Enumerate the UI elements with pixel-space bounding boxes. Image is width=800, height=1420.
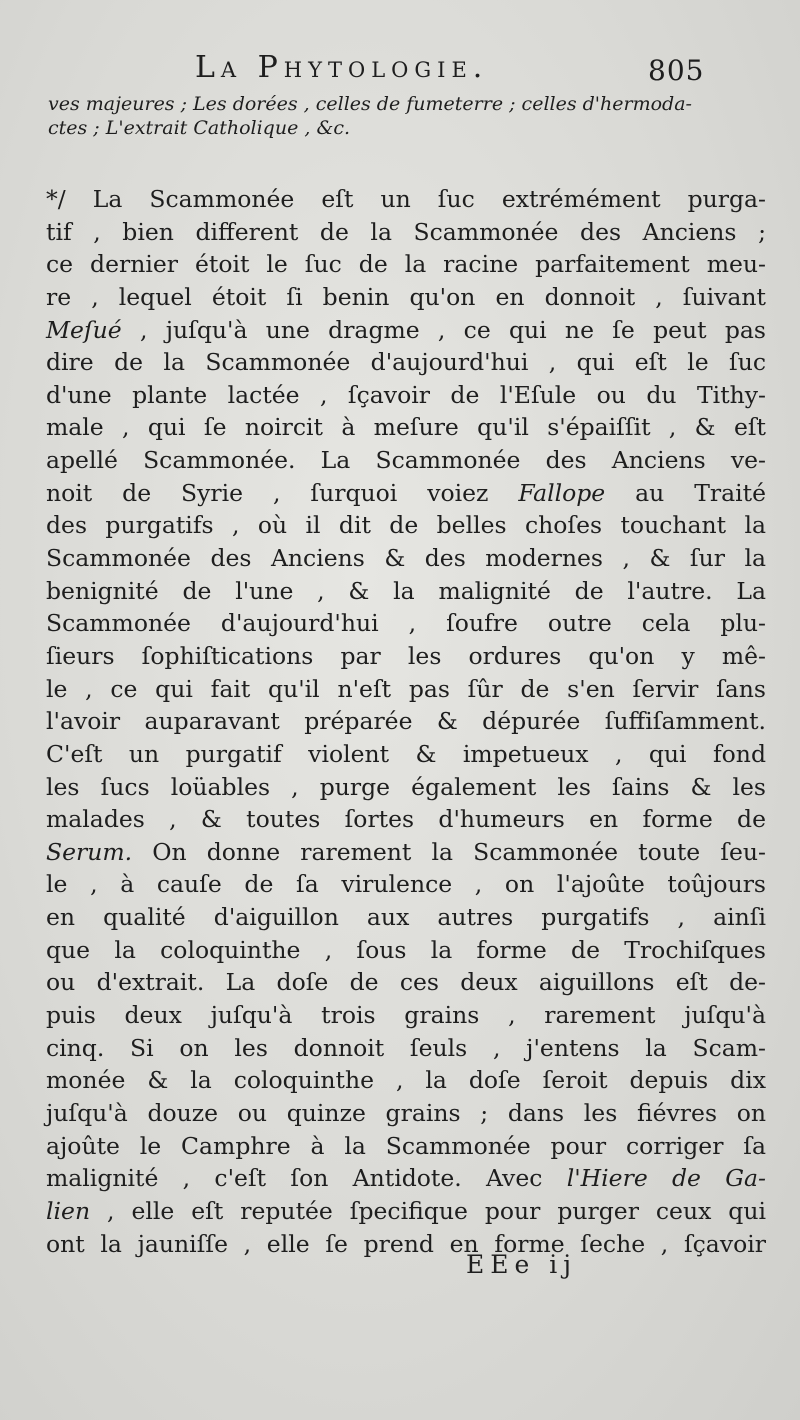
text-line	[46, 934, 766, 967]
text-line	[46, 477, 766, 510]
text-run: juſqu'à douze ou quinze grains ; dans les fiévres on	[46, 1098, 766, 1127]
italic-text: Meſué	[46, 315, 122, 344]
previous-paragraph-end	[48, 92, 768, 140]
text-line	[46, 183, 766, 216]
text-run: ajoûte le Camphre à la Scammonée pour corriger ſa	[46, 1131, 766, 1160]
text-line	[46, 999, 766, 1032]
text-line	[46, 509, 766, 542]
text-run: ont la jauniſſe , elle ſe prend en forme ſeche , ſçavoir	[46, 1229, 766, 1258]
text-run: en qualité d'aiguillon aux autres purgatifs , ainſi	[46, 903, 766, 932]
text-line	[46, 411, 766, 444]
text-line	[46, 542, 766, 575]
signature-mark: EEe ij	[466, 1250, 577, 1279]
text-line	[46, 607, 766, 640]
italic-text: lien	[46, 1196, 91, 1225]
text-line	[46, 248, 766, 281]
text-run: Scammonée des Anciens & des modernes , & ſur la	[46, 544, 766, 573]
text-run: le , à cauſe de ſa virulence , on l'ajoûte toûjours	[46, 870, 766, 899]
text-line	[46, 705, 766, 738]
text-run: noit de Syrie , ſurquoi voiez	[46, 478, 519, 507]
text-line	[46, 314, 766, 347]
text-line	[46, 836, 766, 869]
text-run: malignité , c'eſt ſon Antidote. Avec	[46, 1164, 567, 1193]
text-run: apellé Scammonée. La Scammonée des Anciens ve-	[46, 446, 766, 475]
text-run: malades , & toutes ſortes d'humeurs en forme de	[46, 805, 766, 834]
text-line	[46, 803, 766, 836]
text-run: dire de la Scammonée d'aujourd'hui , qui eſt le ſuc	[46, 348, 766, 377]
text-run: les ſucs loüables , purge également les ſains & les	[46, 772, 766, 801]
text-line	[46, 346, 766, 379]
text-run: , juſqu'à une dragme , ce qui ne ſe peut pas	[121, 315, 766, 344]
text-line	[46, 901, 766, 934]
page-number: 805	[648, 54, 705, 87]
text-line	[46, 1228, 766, 1261]
text-run: re , lequel étoit ſi benin qu'on en donnoit , ſuivant	[46, 282, 766, 311]
text-run: male , qui ſe noircit à meſure qu'il s'épaiſſit , & eſt	[46, 413, 766, 442]
text-line	[46, 966, 766, 999]
text-line	[46, 1195, 766, 1228]
text-run: tif , bien different de la Scammonée des Anciens ;	[46, 217, 766, 246]
main-paragraph	[46, 183, 766, 1260]
text-line	[46, 1064, 766, 1097]
text-run: le , ce qui fait qu'il n'eſt pas ſûr de s'en ſervir ſans	[46, 674, 766, 703]
text-run: cinq. Si on les donnoit ſeuls , j'entens la Scam-	[46, 1033, 766, 1062]
text-run: ſieurs ſophiſtications par les ordures qu'on y mê-	[46, 641, 766, 670]
text-run: des purgatifs , où il dit de belles choſes touchant la	[46, 511, 766, 540]
text-line: ctes ; L'extrait Catholique , &c.	[48, 117, 351, 139]
text-line	[46, 444, 766, 477]
text-run: ou d'extrait. La doſe de ces deux aiguillons eſt de-	[46, 968, 766, 997]
text-run: , elle eſt reputée ſpecifique pour purger ceux qui	[90, 1196, 766, 1225]
running-head: La Phytologie.	[195, 50, 489, 85]
text-line	[46, 738, 766, 771]
text-run: au Traité	[605, 478, 766, 507]
text-run: l'avoir auparavant préparée & dépurée ſuffiſamment.	[46, 707, 766, 736]
text-line	[46, 640, 766, 673]
text-run: monée & la coloquinthe , la doſe ſeroit depuis dix	[46, 1066, 766, 1095]
text-run: ce dernier étoit le ſuc de la racine parfaitement meu-	[46, 250, 766, 279]
text-run: que la coloquinthe , ſous la forme de Trochiſques	[46, 935, 766, 964]
text-run: C'eſt un purgatif violent & impetueux , qui fond	[46, 739, 766, 768]
text-run: puis deux juſqu'à trois grains , rarement juſqu'à	[46, 1001, 766, 1030]
text-line: ves majeures ; Les dorées , celles de fumeterre ; celles d'hermoda-	[48, 93, 692, 115]
text-line	[46, 673, 766, 706]
text-line	[46, 1097, 766, 1130]
text-line	[46, 281, 766, 314]
text-line	[46, 379, 766, 412]
italic-text: Serum.	[46, 837, 133, 866]
text-run: benignité de l'une , & la malignité de l'autre. La	[46, 576, 766, 605]
text-line	[46, 216, 766, 249]
italic-text: Fallope	[518, 478, 606, 507]
text-run: */ La Scammonée eſt un ſuc extrémément purga-	[46, 185, 766, 213]
text-line	[46, 1130, 766, 1163]
text-line	[46, 771, 766, 804]
text-line	[46, 1032, 766, 1065]
italic-text: l'Hiere de Ga-	[566, 1164, 766, 1193]
text-run: Scammonée d'aujourd'hui , ſoufre outre cela plu-	[46, 609, 766, 638]
text-line	[46, 1162, 766, 1195]
text-run: d'une plante lactée , ſçavoir de l'Eſule ou du Tithy-	[46, 380, 766, 409]
text-line	[46, 575, 766, 608]
text-line	[46, 868, 766, 901]
text-run: On donne rarement la Scammonée toute ſeu-	[132, 837, 766, 866]
